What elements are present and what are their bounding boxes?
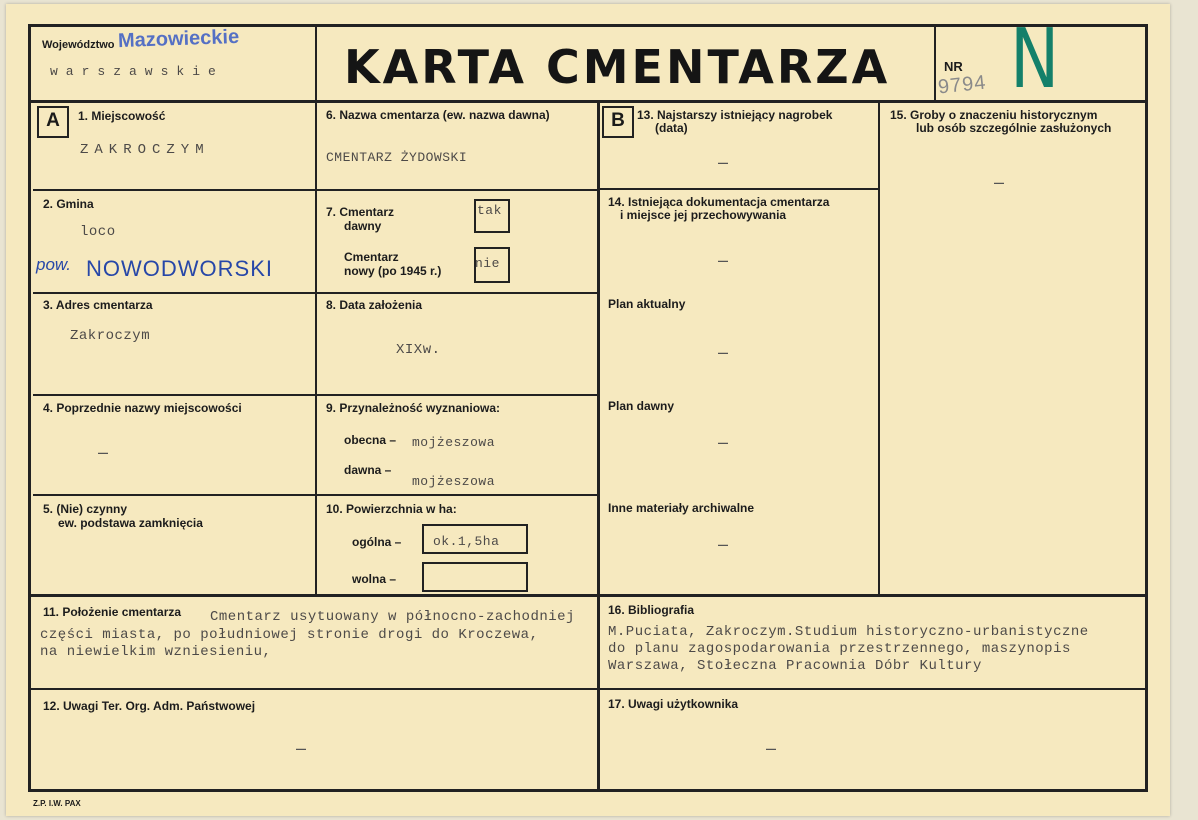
field-8-value: XIXw. [396, 342, 441, 358]
field-3-label: 3. Adres cmentarza [43, 298, 153, 312]
section-b-badge: B [602, 106, 634, 138]
printer-mark: Z.P. I.W. PAX [33, 799, 81, 808]
field-11-label: 11. Położenie cmentarza [43, 605, 182, 619]
field-8-label: 8. Data założenia [326, 298, 423, 312]
field-4-label: 4. Poprzednie nazwy miejscowości [43, 401, 242, 415]
field-9-dawna-label: dawna – [344, 463, 392, 477]
field-14-value: – [718, 250, 729, 270]
field-9-obecna-value: mojżeszowa [412, 435, 496, 450]
plan-dawny-value: – [718, 432, 729, 452]
plan-aktualny-value: – [718, 342, 729, 362]
field-15-label: 15. Groby o znaczeniu historycznym [890, 108, 1098, 122]
field-2-value: loco [80, 224, 116, 240]
field-12-label: 12. Uwagi Ter. Org. Adm. Państwowej [43, 699, 256, 713]
nr-mark: N [1010, 12, 1060, 107]
field-10-ogolna-value: ok.1,5ha [433, 534, 500, 549]
field-16-label: 16. Bibliografia [608, 603, 695, 617]
field-4-value: – [98, 442, 109, 462]
field-3-value: Zakroczym [70, 328, 151, 344]
field-2-label: 2. Gmina [43, 197, 94, 211]
nr-value: 9794 [936, 71, 988, 99]
field-17-label: 17. Uwagi użytkownika [608, 697, 739, 711]
field-10-ogolna-label: ogólna – [352, 535, 402, 549]
field-15-value: – [994, 172, 1005, 192]
field-10-label: 10. Powierzchnia w ha: [326, 502, 457, 516]
field-9-label: 9. Przynależność wyznaniowa: [326, 401, 501, 415]
field-10-wolna-label: wolna – [352, 572, 397, 586]
pow-prefix: pow. [36, 255, 71, 274]
pow-value: NOWODWORSKI [86, 256, 273, 281]
field-7-sublabel: dawny [344, 219, 382, 233]
field-16-line1: M.Puciata, Zakroczym.Studium historyczno-urbanistyczne [608, 624, 1089, 640]
divider [600, 188, 878, 190]
inne-label: Inne materiały archiwalne [608, 501, 755, 515]
divider [597, 100, 600, 792]
field-13-label: 13. Najstarszy istniejący nagrobek [637, 108, 833, 122]
page-title: KARTA CMENTARZA [344, 40, 891, 94]
divider [315, 26, 317, 594]
field-5-sublabel: ew. podstawa zamknięcia [58, 516, 203, 530]
field-11-line3: na niewielkim wzniesieniu, [40, 644, 272, 660]
section-a-badge: A [37, 106, 69, 138]
field-6-value: CMENTARZ ŻYDOWSKI [326, 150, 468, 165]
wojewodztwo-stamp: Mazowieckie [117, 25, 240, 53]
field-9-dawna-value: mojżeszowa [412, 474, 496, 489]
field-12-value: – [296, 738, 307, 758]
field-7-value-a: tak [477, 203, 502, 218]
divider [878, 100, 880, 596]
divider [28, 594, 1148, 597]
field-15-sublabel: lub osób szczególnie zasłużonych [916, 121, 1112, 135]
field-16-line2: do planu zagospodarowania przestrzennego, maszynopis [608, 641, 1071, 657]
plan-dawny-label: Plan dawny [608, 399, 675, 413]
divider [28, 688, 1148, 690]
field-13-sublabel: (data) [655, 121, 688, 135]
field-17-value: – [766, 738, 777, 758]
wojewodztwo-old: warszawskie [50, 64, 224, 79]
field-5-label: 5. (Nie) czynny [43, 502, 128, 516]
field-9-obecna-label: obecna – [344, 433, 397, 447]
field-7-label-b: Cmentarz [344, 250, 399, 264]
divider [934, 26, 936, 102]
field-1-label: 1. Miejscowość [78, 109, 166, 123]
field-14-label: 14. Istniejąca dokumentacja cmentarza [608, 195, 830, 209]
field-16-line3: Warszawa, Stołeczna Pracownia Dóbr Kultury [608, 658, 982, 674]
field-13-value: – [718, 152, 729, 172]
plan-aktualny-label: Plan aktualny [608, 297, 686, 311]
wojewodztwo-label: Województwo [42, 39, 115, 51]
wolna-field[interactable] [422, 562, 528, 592]
divider [28, 100, 1148, 103]
field-6-label: 6. Nazwa cmentarza (ew. nazwa dawna) [326, 108, 550, 122]
field-7-sublabel-b: nowy (po 1945 r.) [344, 264, 442, 278]
field-7-label: 7. Cmentarz [326, 205, 395, 219]
field-14-sublabel: i miejsce jej przechowywania [620, 208, 787, 222]
inne-value: – [718, 534, 729, 554]
field-1-value: ZAKROCZYM [80, 142, 210, 158]
nr-label: NR [944, 59, 963, 74]
field-7-value-b: nie [475, 256, 500, 271]
field-11-line1: Cmentarz usytuowany w północno-zachodniej [210, 609, 575, 625]
field-11-line2: części miasta, po południowej stronie drogi do Kroczewa, [40, 627, 539, 643]
